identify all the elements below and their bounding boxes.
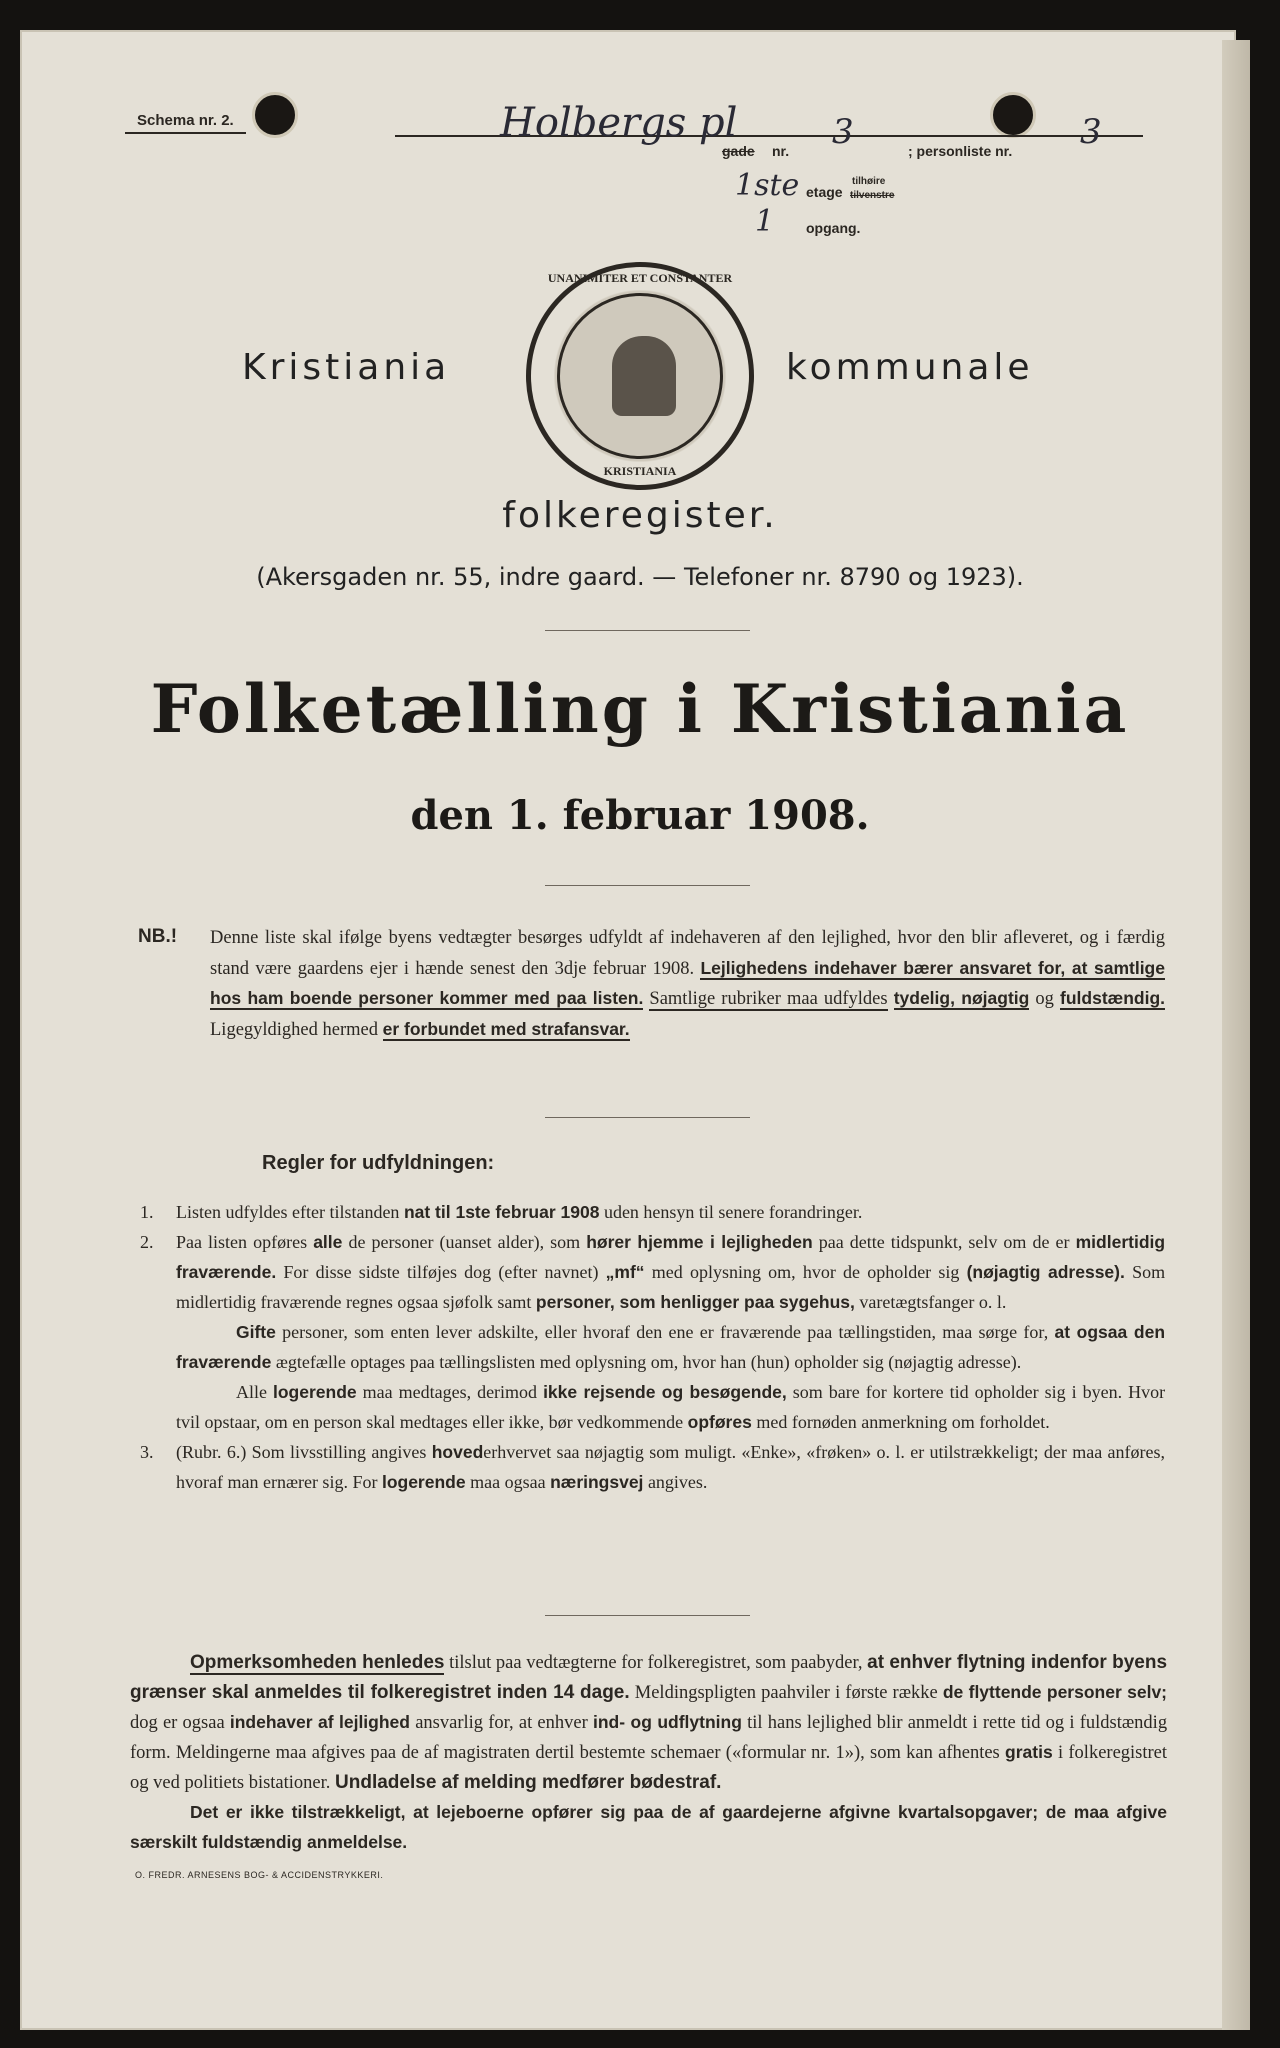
nb-paragraph: Denne liste skal ifølge byens vedtægter besørges udfyldt af indehaveren af den lejlighed, hvor den blir afleveret, og i færdig stand være gaardens ejer i hænde senest den 3dje februar 1908. Lejlighedens indehaver bærer ansvaret for, at samtlige hos ham boende personer kommer med paa listen. Samtlige rubriker maa udfyldes tydelig, nøjagtig og fuldstændig. Ligegyldighed hermed er forbundet med strafansvar. bbox=[210, 928, 1165, 1040]
seal-top-text: UNANIMITER ET CONSTANTER bbox=[547, 271, 733, 285]
gade-label: gade bbox=[722, 143, 755, 159]
etage-handwritten: 1ste bbox=[735, 168, 800, 203]
nb-label: NB.! bbox=[138, 926, 178, 947]
house-number-handwritten: 3 bbox=[832, 112, 854, 152]
city-seal bbox=[526, 262, 754, 490]
seal-bottom-text: KRISTIANIA bbox=[603, 464, 677, 478]
rule-item: 1. Listen udfyldes efter tilstanden nat til 1ste februar 1908 uden hensyn til senere forandringer. bbox=[140, 1202, 863, 1222]
folkeregister-heading: folkeregister. bbox=[502, 495, 778, 536]
divider bbox=[545, 1615, 750, 1616]
rules-heading: Regler for udfyldningen: bbox=[262, 1152, 495, 1174]
etage-option-right: tilhøire bbox=[852, 176, 886, 187]
page-edge-strip bbox=[1222, 40, 1250, 2030]
divider bbox=[545, 1117, 750, 1118]
punch-hole-left bbox=[252, 92, 298, 138]
schema-number: Schema nr. 2. bbox=[125, 112, 246, 134]
divider bbox=[545, 630, 750, 631]
divider bbox=[545, 885, 750, 886]
etage-option-left: tilvenstre bbox=[850, 190, 895, 201]
census-date: den 1. februar 1908. bbox=[410, 792, 870, 839]
rules-list bbox=[140, 1197, 1165, 1497]
etage-label: etage bbox=[806, 184, 843, 200]
seal-inner-ring bbox=[557, 293, 723, 459]
rule-item: 2. Paa listen opføres alle de personer (uanset alder), som hører hjemme i lejligheden paa dette tidspunkt, selv om de er midlertidig fraværende. For disse sidste tilføjes dog (efter navnet) „mf“ med oplysning om, hvor de opholder sig (nøjagtig adresse). Som midlertidig fraværende regnes ogsaa sjøfolk samt personer, som henligger paa sygehus, varetægtsfanger o. l. Gifte personer, som enten lever adskilte, eller hvoraf den ene er fraværende paa tællingstiden, maa sørge for, at ogsaa den fraværende ægtefælle optages paa tællingslisten med oplysning om, hvor han (hun) opholder sig (nøjagtig adresse). Alle logerende maa medtages, derimod ikke rejsende og besøgende, som bare for kortere tid opholder sig i byen. Hvor tvil opstaar, om en person skal medtages eller ikke, bør vedkommende opføres med fornøden anmerkning om forholdet. bbox=[140, 1232, 1166, 1432]
seal-figure-icon bbox=[612, 336, 676, 416]
punch-hole-right bbox=[990, 92, 1036, 138]
rule-item: 3. (Rubr. 6.) Som livsstilling angives hovederhvervet saa nøjagtig som muligt. «Enke», «frøken» o. l. er utilstrækkeligt; der maa anføres, hvoraf man ernærer sig. For logerende maa ogsaa næringsvej angives. bbox=[140, 1442, 1166, 1492]
opgang-handwritten: 1 bbox=[755, 204, 775, 239]
kristiania-word: Kristiania bbox=[242, 347, 451, 388]
street-handwritten: Holbergs pl bbox=[500, 100, 738, 146]
opgang-label: opgang. bbox=[806, 220, 861, 236]
office-address: (Akersgaden nr. 55, indre gaard. — Telefoner nr. 8790 og 1923). bbox=[256, 563, 1024, 591]
notice-paragraph: Opmerksomheden henledes tilslut paa vedtægterne for folkeregistret, som paabyder, at enhver flytning indenfor byens grænser skal anmeldes til folkeregistret inden 14 dage. Meldingspligten paahviler i første række de flyttende personer selv; dog er ogsaa indehaver af lejlighed ansvarlig for, at enhver ind- og udflytning til hans lejlighed blir anmeldt i rette tid og i fuldstændig form. Meldingerne maa afgives paa de af magistraten dertil bestemte schemaer («formular nr. 1»), som kan afhentes gratis i folkeregistret og ved politiets bistationer. Undladelse af melding medfører bødestraf. Det er ikke tilstrækkeligt, at lejeboerne opfører sig paa de af gaardejerne afgivne kvartalsopgaver; de maa afgive særskilt fuldstændig anmeldelse. bbox=[130, 1652, 1168, 1852]
nr-label: nr. bbox=[772, 143, 790, 159]
page-title: Folketælling i Kristiania bbox=[150, 670, 1130, 748]
personliste-number-handwritten: 3 bbox=[1080, 112, 1102, 152]
printer-imprint: O. FREDR. ARNESENS BOG- & ACCIDENSTRYKKERI. bbox=[135, 1870, 384, 1880]
personliste-label: ; personliste nr. bbox=[908, 143, 1013, 159]
kommunale-word: kommunale bbox=[786, 347, 1034, 388]
